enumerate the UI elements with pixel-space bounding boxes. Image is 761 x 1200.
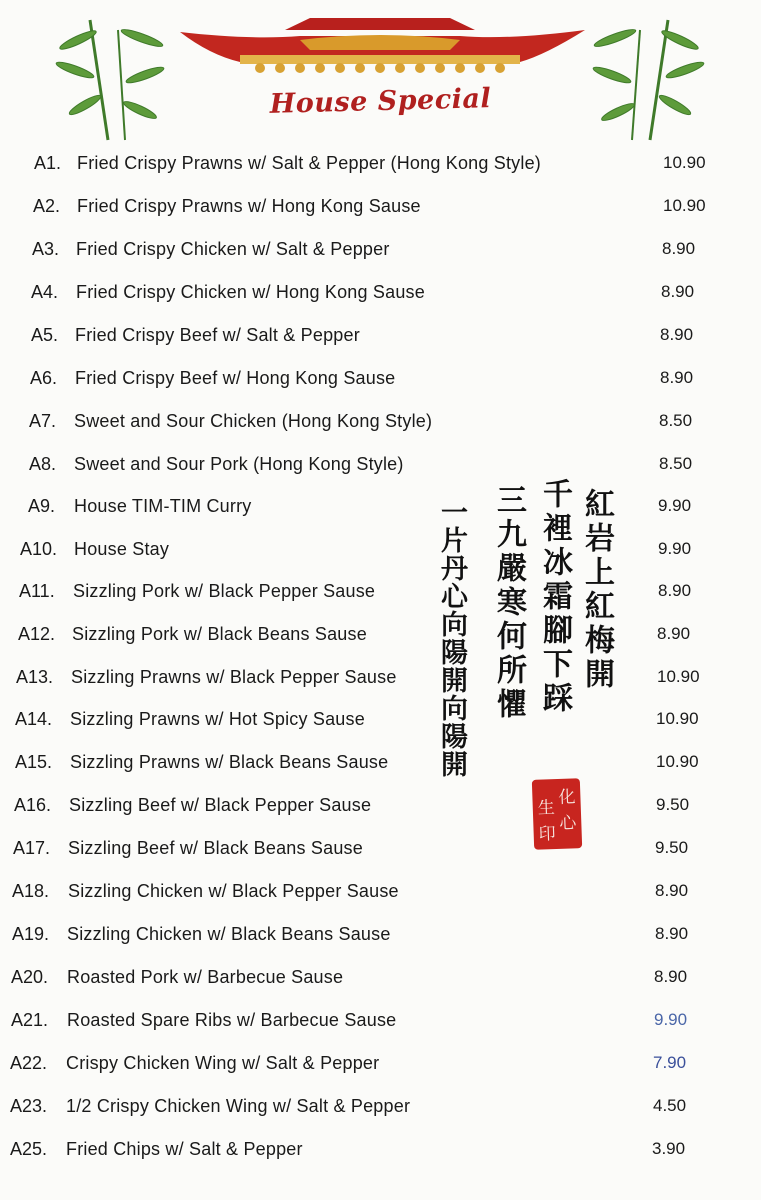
menu-item-name: Fried Crispy Beef w/ Salt & Pepper [75, 325, 360, 345]
menu-item-row [0, 451, 720, 477]
menu-item-row [0, 408, 720, 434]
menu-item-name: Sweet and Sour Pork (Hong Kong Style) [74, 454, 404, 474]
menu-item-row [0, 878, 720, 904]
menu-item-code: A9. [28, 496, 56, 516]
calligraphy-column: 一片丹心向陽開向陽開 [436, 498, 467, 778]
menu-item-price: 9.50 [655, 838, 689, 857]
menu-item-code: A12. [18, 624, 56, 644]
menu-item-price: 7.90 [653, 1053, 687, 1072]
page-title: House Special [269, 83, 492, 120]
menu-item-price: 9.50 [656, 795, 690, 814]
menu-item-code: A5. [31, 325, 59, 345]
menu-item-code: A25. [10, 1139, 48, 1159]
menu-item-row [0, 365, 720, 391]
menu-item-name: Sizzling Beef w/ Black Pepper Sause [69, 795, 372, 815]
menu-item-price: 8.90 [660, 368, 694, 387]
menu-item-code: A14. [15, 709, 53, 729]
menu-item-row [0, 921, 720, 947]
menu-item-price: 10.90 [663, 153, 706, 172]
menu-item-name: Fried Crispy Prawns w/ Hong Kong Sause [77, 196, 421, 216]
menu-item-name: Crispy Chicken Wing w/ Salt & Pepper [66, 1053, 380, 1073]
menu-item-code: A20. [11, 967, 49, 987]
calligraphy-column: 千裡冰霜腳下踩 [537, 478, 572, 716]
menu-item-code: A22. [10, 1053, 48, 1073]
menu-item-price: 8.50 [659, 411, 693, 430]
calligraphy-column: 三九嚴寒何所懼 [491, 484, 526, 722]
menu-item-code: A4. [31, 282, 59, 302]
menu-item-row [0, 1093, 720, 1119]
menu-item-price: 8.90 [655, 924, 689, 943]
menu-item-row [0, 150, 720, 176]
menu-item-price: 8.50 [659, 454, 693, 473]
menu-item-row [0, 322, 720, 348]
menu-item-name: House TIM-TIM Curry [74, 496, 252, 516]
menu-item-name: Fried Crispy Beef w/ Hong Kong Sause [75, 368, 396, 388]
menu-item-name: Fried Crispy Prawns w/ Salt & Pepper (Hong Kong Style) [77, 153, 541, 173]
menu-item-code: A2. [33, 196, 61, 216]
menu-item-code: A19. [12, 924, 50, 944]
menu-item-name: Sizzling Pork w/ Black Pepper Sause [73, 581, 376, 601]
menu-item-row [0, 1007, 720, 1033]
seal-character: 印 [538, 824, 557, 845]
menu-item-row [0, 193, 720, 219]
menu-item-code: A17. [13, 838, 51, 858]
seal-character: 生 [537, 798, 556, 819]
menu-item-code: A16. [14, 795, 52, 815]
menu-item-name: Sizzling Chicken w/ Black Beans Sause [67, 924, 391, 944]
menu-item-price: 9.90 [658, 539, 692, 558]
menu-item-code: A23. [10, 1096, 48, 1116]
menu-item-code: A21. [11, 1010, 49, 1030]
menu-item-row [0, 1136, 720, 1162]
menu-item-name: Sizzling Beef w/ Black Beans Sause [68, 838, 363, 858]
seal-character: 心 [558, 813, 577, 834]
menu-item-price: 10.90 [656, 752, 699, 771]
calligraphy-column: 紅岩上紅梅開 [579, 488, 614, 692]
menu-item-name: Sizzling Prawns w/ Black Beans Sause [70, 752, 389, 772]
menu-item-row [0, 964, 720, 990]
calligraphy-poem [428, 478, 618, 858]
menu-item-row [0, 279, 720, 305]
menu-item-price: 4.50 [653, 1096, 687, 1115]
menu-item-name: Fried Chips w/ Salt & Pepper [66, 1139, 303, 1159]
menu-item-price: 8.90 [658, 581, 692, 600]
menu-item-name: House Stay [74, 539, 170, 559]
menu-item-code: A15. [15, 752, 53, 772]
menu-item-code: A11. [19, 581, 55, 601]
menu-item-price: 8.90 [661, 282, 695, 301]
menu-item-price: 9.90 [658, 496, 692, 515]
menu-item-price: 10.90 [663, 196, 706, 215]
menu-item-price: 8.90 [654, 967, 688, 986]
menu-item-code: A7. [29, 411, 57, 431]
menu-item-name: 1/2 Crispy Chicken Wing w/ Salt & Pepper [66, 1096, 411, 1116]
menu-item-price: 10.90 [656, 709, 699, 728]
menu-item-price: 8.90 [660, 325, 694, 344]
menu-item-price: 8.90 [662, 239, 696, 258]
menu-item-code: A6. [30, 368, 58, 388]
menu-item-name: Fried Crispy Chicken w/ Salt & Pepper [76, 239, 390, 259]
menu-item-price: 10.90 [657, 667, 700, 686]
red-seal-stamp [532, 778, 582, 850]
menu-item-code: A3. [32, 239, 60, 259]
menu-item-name: Sizzling Pork w/ Black Beans Sause [72, 624, 367, 644]
menu-item-code: A13. [16, 667, 54, 687]
menu-item-code: A18. [12, 881, 50, 901]
menu-item-name: Sizzling Chicken w/ Black Pepper Sause [68, 881, 399, 901]
menu-item-price: 9.90 [654, 1010, 688, 1029]
menu-item-row [0, 236, 720, 262]
seal-character: 化 [558, 787, 576, 808]
menu-item-name: Fried Crispy Chicken w/ Hong Kong Sause [76, 282, 425, 302]
menu-item-name: Sizzling Prawns w/ Hot Spicy Sause [70, 709, 365, 729]
menu-item-price: 3.90 [652, 1139, 686, 1158]
menu-item-name: Sizzling Prawns w/ Black Pepper Sause [71, 667, 397, 687]
menu-item-name: Roasted Pork w/ Barbecue Sause [67, 967, 344, 987]
menu-item-price: 8.90 [655, 881, 689, 900]
menu-item-row [0, 1050, 720, 1076]
menu-item-code: A1. [34, 153, 62, 173]
menu-item-name: Sweet and Sour Chicken (Hong Kong Style) [74, 411, 433, 431]
menu-item-code: A10. [20, 539, 58, 559]
menu-item-code: A8. [29, 454, 57, 474]
menu-item-name: Roasted Spare Ribs w/ Barbecue Sause [67, 1010, 397, 1030]
menu-item-price: 8.90 [657, 624, 691, 643]
